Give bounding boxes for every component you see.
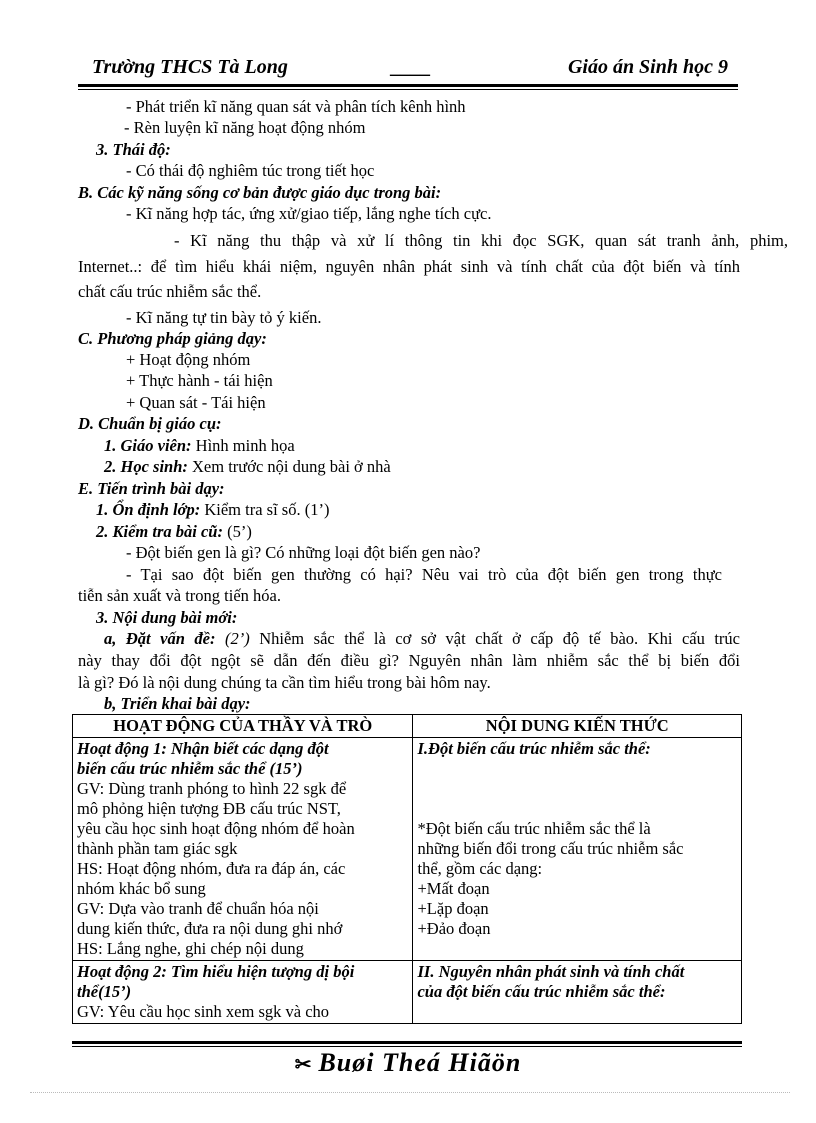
activity-1-title: Hoạt động 1: Nhận biết các dạng đột xyxy=(77,739,329,758)
section-attitude: 3. Thái độ: xyxy=(96,140,171,159)
body-line-04: - Có thái độ nghiêm túc trong tiết học xyxy=(126,161,375,180)
body-line-08: Internet..: để tìm hiểu khái niệm, nguyên nhân phát sinh và tính chất của đột biến và tính xyxy=(78,257,740,276)
footer-rule-thick xyxy=(72,1041,742,1044)
activity-1-line: HS: Hoạt động nhóm, đưa ra đáp án, các xyxy=(77,859,346,878)
activity-1-line: dung kiến thức, đưa ra nội dung ghi nhớ xyxy=(77,919,343,938)
intro-line-3: là gì? Đó là nội dung chúng ta cần tìm hiểu trong bài hôm nay. xyxy=(78,673,491,692)
page-footer xyxy=(0,1048,816,1078)
body-line-10: - Kĩ năng tự tin bày tỏ ý kiến. xyxy=(126,308,322,327)
deploy-heading: b, Triển khai bài dạy: xyxy=(104,694,251,713)
method-practice: + Thực hành - tái hiện xyxy=(126,371,273,390)
method-observe: + Quan sát - Tái hiện xyxy=(126,393,266,412)
method-group: + Hoạt động nhóm xyxy=(126,350,251,369)
body-line-06: - Kĩ năng hợp tác, ứng xử/giao tiếp, lắng nghe tích cực. xyxy=(126,204,492,223)
header-content: NỘI DUNG KIẾN THỨC xyxy=(413,715,742,738)
question-2: - Tại sao đột biến gen thường có hại? Nêu vai trò của đột biến gen trong thực xyxy=(126,565,722,584)
prep-teacher-value: Hình minh họa xyxy=(191,436,295,455)
activity-1-title-cont: biến cấu trúc nhiễm sắc thể (15’) xyxy=(77,759,303,778)
content-1-line: +Đảo đoạn xyxy=(417,919,491,938)
spacer xyxy=(417,779,737,799)
prep-student-label: 2. Học sinh: xyxy=(104,457,188,476)
scissors-icon: ✂ xyxy=(294,1054,313,1076)
spacer xyxy=(417,799,737,819)
body-line-01: - Phát triển kĩ năng quan sát và phân tích kênh hình xyxy=(126,97,466,116)
activity-2-cell xyxy=(73,961,413,1024)
section-b-heading: B. Các kỹ năng sống cơ bản được giáo dục trong bài: xyxy=(78,183,442,202)
school-name: Trường THCS Tà Long xyxy=(92,56,288,78)
page-header xyxy=(78,56,738,86)
content-1-title: I.Đột biến cấu trúc nhiễm sắc thể: xyxy=(417,739,651,758)
intro-time: (2’) xyxy=(215,629,250,648)
table-row xyxy=(73,738,742,961)
question-1: - Đột biến gen là gì? Có những loại đột biến gen nào? xyxy=(126,543,481,562)
page-edge-divider xyxy=(30,1092,790,1093)
intro-line-1 xyxy=(104,629,740,649)
step-old-lesson-label: 2. Kiểm tra bài cũ: xyxy=(96,522,223,541)
intro-label: a, Đặt vấn đề: xyxy=(104,629,216,648)
prep-student-value: Xem trước nội dung bài ở nhà xyxy=(187,457,391,476)
step-new-content: 3. Nội dung bài mới: xyxy=(96,608,238,627)
activity-1-line: mô phỏng hiện tượng ĐB cấu trúc NST, xyxy=(77,799,341,818)
content-2-cell xyxy=(413,961,742,1024)
footer-rule-thin xyxy=(72,1046,742,1047)
header-activities: HOẠT ĐỘNG CỦA THẦY VÀ TRÒ xyxy=(73,715,413,738)
body-line-02: - Rèn luyện kĩ năng hoạt động nhóm xyxy=(124,118,366,137)
step-class-check-label: 1. Ổn định lớp: xyxy=(96,500,201,519)
subject-title: Giáo án Sinh học 9 xyxy=(567,56,728,78)
intro-line-2: này thay đổi đột ngột sẽ dẫn đến điều gì? Nguyên nhân làm nhiễm sắc thể bị biến đổi xyxy=(78,651,740,670)
header-divider: ____ xyxy=(390,56,430,78)
content-1-line: *Đột biến cấu trúc nhiễm sắc thể là xyxy=(417,819,651,838)
content-1-line: +Mất đoạn xyxy=(417,879,490,898)
step-class-check xyxy=(96,500,329,520)
activity-table xyxy=(72,714,742,1024)
prep-student xyxy=(104,457,391,477)
step-old-lesson-value: (5’) xyxy=(222,522,252,541)
activity-1-line: GV: Dựa vào tranh để chuẩn hóa nội xyxy=(77,899,319,918)
step-class-check-value: Kiểm tra sĩ số. (1’) xyxy=(200,500,330,519)
author-name: Buøi Theá Hiãön xyxy=(318,1048,522,1077)
table-header-row xyxy=(73,715,742,738)
section-c-heading: C. Phương pháp giảng dạy: xyxy=(78,329,267,348)
activity-1-line: nhóm khác bổ sung xyxy=(77,879,206,898)
step-old-lesson xyxy=(96,522,252,542)
header-rule-thin xyxy=(78,89,738,90)
header-rule-thick xyxy=(78,84,738,87)
activity-1-cell xyxy=(73,738,413,961)
activity-2-line: GV: Yêu cầu học sinh xem sgk và cho xyxy=(77,1002,330,1021)
content-1-line: +Lặp đoạn xyxy=(417,899,489,918)
activity-1-line: HS: Lắng nghe, ghi chép nội dung xyxy=(77,939,304,958)
activity-1-line: GV: Dùng tranh phóng to hình 22 sgk để xyxy=(77,779,347,798)
activity-2-title: Hoạt động 2: Tìm hiểu hiện tượng dị bội xyxy=(77,962,355,981)
content-1-line: thể, gồm các dạng: xyxy=(417,859,543,878)
body-line-09: chất cấu trúc nhiễm sắc thể. xyxy=(78,282,262,301)
intro-text: Nhiễm sắc thể là cơ sở vật chất ở cấp độ tế bào. Khi cấu trúc xyxy=(249,629,740,648)
prep-teacher-label: 1. Giáo viên: xyxy=(104,436,192,455)
question-2-cont: tiễn sản xuất và trong tiến hóa. xyxy=(78,586,281,605)
content-1-line: những biến đổi trong cấu trúc nhiễm sắc xyxy=(417,839,684,858)
activity-1-line: yêu cầu học sinh hoạt động nhóm để hoàn xyxy=(77,819,355,838)
body-line-07: - Kĩ năng thu thập và xử lí thông tin khi đọc SGK, quan sát tranh ảnh, phim, xyxy=(174,231,788,250)
section-d-heading: D. Chuẩn bị giáo cụ: xyxy=(78,414,222,433)
content-2-title: II. Nguyên nhân phát sinh và tính chất xyxy=(417,962,685,981)
content-1-cell xyxy=(413,738,742,961)
activity-1-line: thành phần tam giác sgk xyxy=(77,839,238,858)
activity-2-title-cont: thể(15’) xyxy=(77,982,132,1001)
table-row xyxy=(73,961,742,1024)
prep-teacher xyxy=(104,436,295,456)
section-e-heading: E. Tiến trình bài dạy: xyxy=(78,479,225,498)
spacer xyxy=(417,759,737,779)
content-2-title-cont: của đột biến cấu trúc nhiễm sắc thể: xyxy=(417,982,666,1001)
